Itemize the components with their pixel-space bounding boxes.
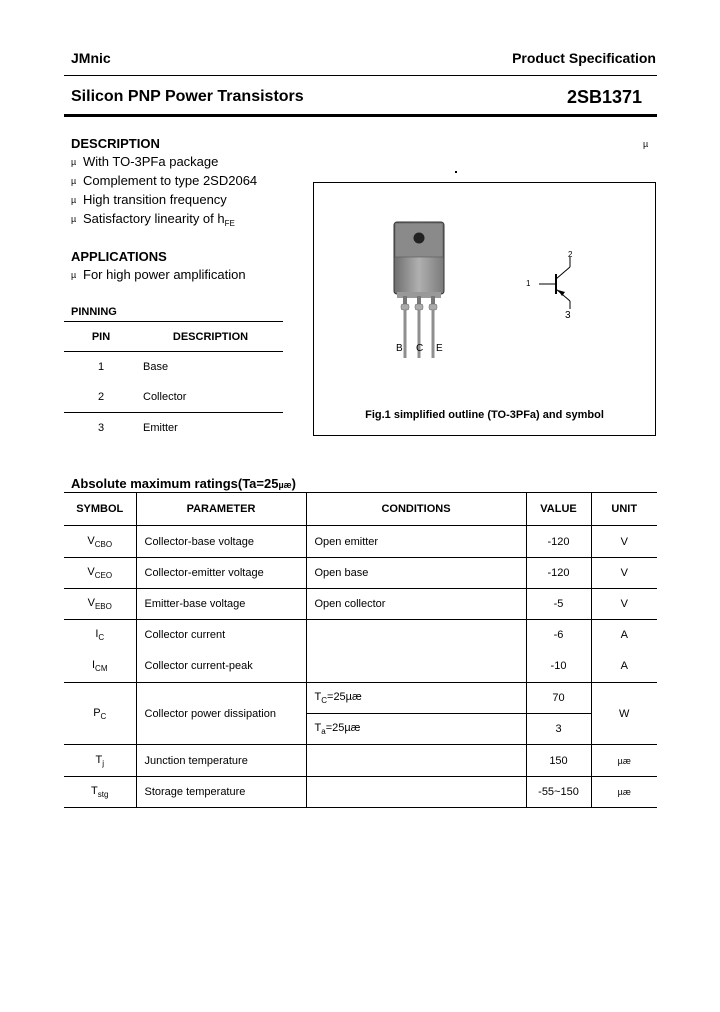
pinning-heading: PINNING (71, 306, 117, 318)
table-row: $I_C$ Collector current -6 A (64, 620, 657, 651)
description-list (71, 154, 257, 230)
col-conditions: CONDITIONS (306, 493, 526, 526)
figure-caption: Fig.1 simplified outline (TO-3PFa) and symbol (365, 409, 604, 421)
symbol-pin-2: 2 (568, 250, 573, 259)
table-row: $P_C$ Collector power dissipation $T_C=25\mu æ$ 70 W (64, 683, 657, 714)
spec-label: Product Specification (512, 50, 656, 66)
bullet-icon: µ (71, 270, 77, 280)
col-value: VALUE (526, 493, 591, 526)
bullet-icon: µ (71, 176, 77, 186)
figure-box (313, 182, 656, 436)
package-outline-icon (389, 218, 459, 358)
table-row: 2 Collector (64, 382, 283, 413)
page-title: Silicon PNP Power Transistors (71, 88, 304, 105)
list-item: µ With TO-3PFa package (71, 154, 257, 173)
part-number: 2SB1371 (566, 87, 642, 107)
lead-label-c: C (416, 343, 424, 354)
symbol-pin-1: 1 (526, 279, 531, 288)
col-description: DESCRIPTION (138, 322, 283, 352)
title-rule (64, 114, 657, 117)
lead-label-e: E (436, 343, 443, 354)
header-rule (64, 75, 657, 76)
col-pin: PIN (64, 322, 138, 352)
table-row: 1 Base (97, 361, 169, 373)
brand-name: JMnic (71, 50, 111, 66)
list-item: µ Complement to type 2SD2064 (71, 173, 257, 192)
col-symbol: SYMBOL (64, 493, 136, 526)
table-row: $I_{CM}$ Collector current-peak -10 A (64, 651, 657, 683)
list-item: µ Satisfactory linearity of $h_{FE}$ (71, 211, 235, 228)
pinning-table (64, 321, 283, 443)
list-item: µ For high power amplification (71, 267, 246, 282)
ratings-heading: Absolute maximum ratings(Ta=25µæ) (71, 476, 297, 491)
applications-heading: APPLICATIONS (71, 249, 167, 264)
table-row: $T_j$ Junction temperature 150 µæ (64, 745, 657, 777)
col-parameter: PARAMETER (136, 493, 306, 526)
description-heading: DESCRIPTION (71, 136, 160, 151)
bullet-icon: µ (71, 195, 77, 205)
pnp-transistor-symbol-icon (529, 253, 589, 323)
bullet-icon: µ (71, 157, 77, 167)
lead-label-b: B (396, 343, 403, 354)
stray-mark: µ (643, 139, 649, 149)
col-unit: UNIT (591, 493, 657, 526)
table-row: $V_{EBO}$ Emitter-base voltage Open collector -5 V (64, 589, 657, 620)
table-row: $T_{stg}$ Storage temperature -55~150 µæ (64, 777, 657, 808)
list-item: µ High transition frequency (71, 192, 257, 211)
bullet-icon: µ (71, 214, 77, 224)
table-row: $V_{CEO}$ Collector-emitter voltage Open base -120 V (64, 558, 657, 589)
table-row: $V_{CBO}$ Collector-base voltage Open emitter -120 V (64, 526, 657, 558)
table-row: $T_a=25\mu æ$ 3 (64, 714, 657, 745)
symbol-pin-3: 3 (565, 310, 571, 321)
stray-dot (455, 171, 457, 173)
table-row: 3 Emitter (97, 422, 178, 434)
ratings-table (64, 492, 657, 808)
